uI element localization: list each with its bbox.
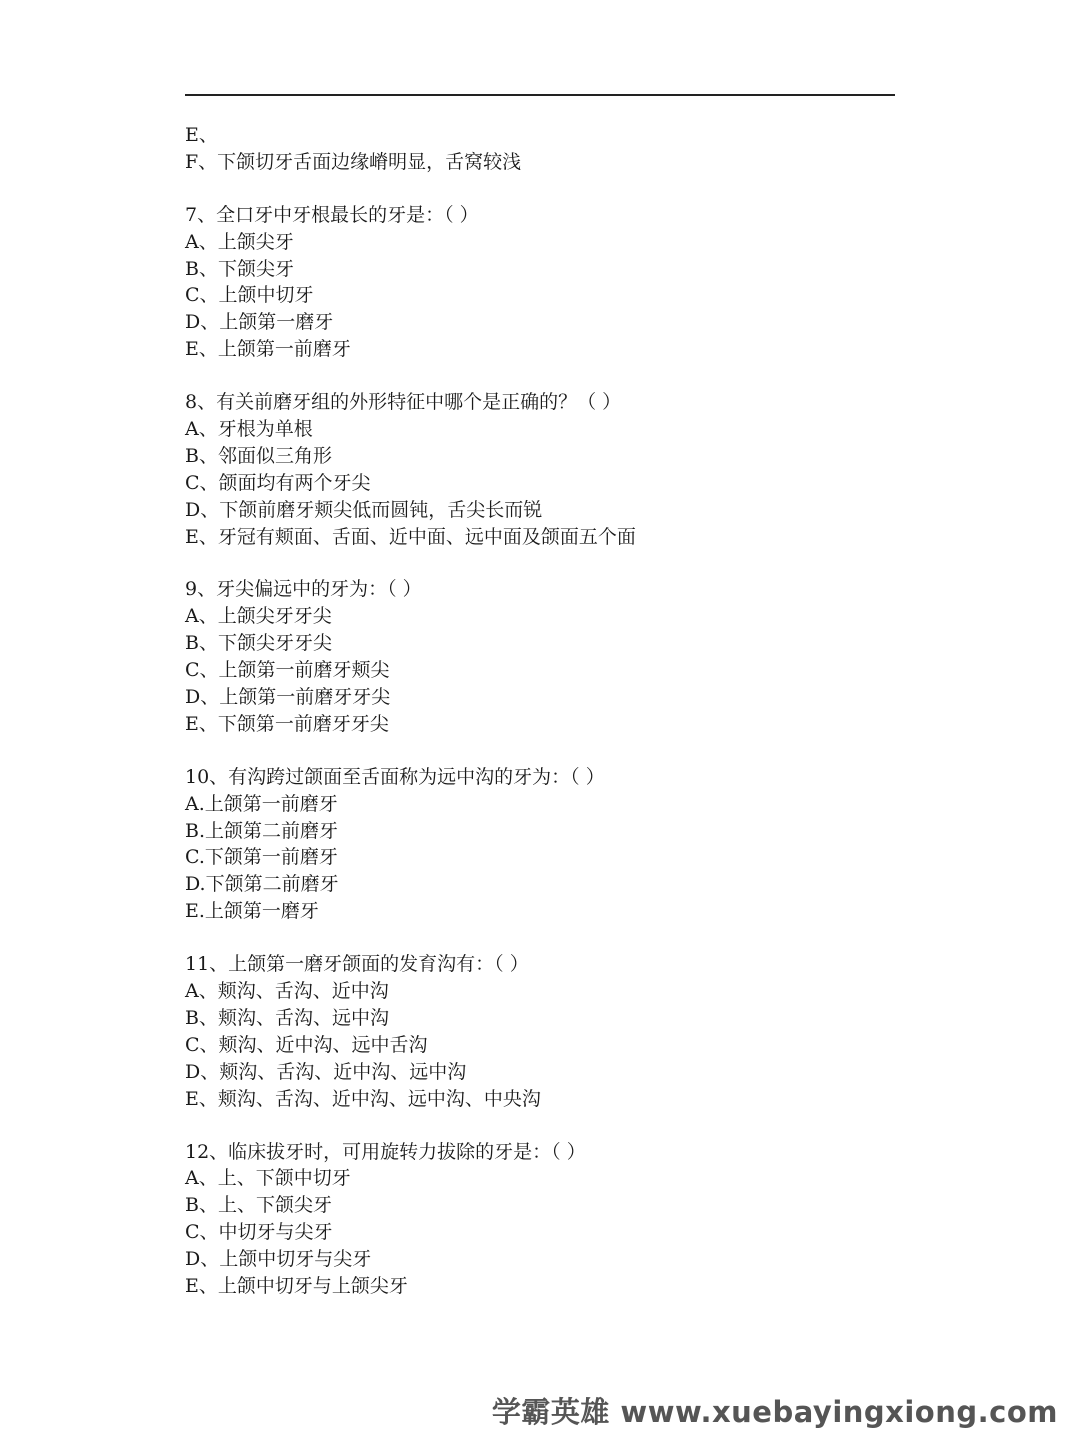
question-stem: 12、临床拔牙时，可用旋转力拔除的牙是：（ ） xyxy=(185,1140,586,1163)
option-d: D.下颌第二前磨牙 xyxy=(185,873,339,896)
question-12 xyxy=(185,1139,905,1300)
option-e: E.上颌第一磨牙 xyxy=(185,900,319,923)
question-8 xyxy=(185,389,905,550)
footer-watermark: 学霸英雄 www.xuebayingxiong.com xyxy=(491,1395,1058,1429)
question-6-tail xyxy=(185,122,905,176)
option-a: A.上颌第一前磨牙 xyxy=(185,792,338,815)
header-rule xyxy=(185,94,895,96)
question-stem: 7、全口牙中牙根最长的牙是：（ ） xyxy=(185,203,479,226)
option-b: B、邻面似三角形 xyxy=(185,444,332,467)
option-d: D、颊沟、舌沟、近中沟、远中沟 xyxy=(185,1060,467,1083)
option-c: C、中切牙与尖牙 xyxy=(185,1221,333,1244)
option-d: D、下颌前磨牙颊尖低而圆钝，舌尖长而锐 xyxy=(185,498,543,521)
question-10 xyxy=(185,764,905,925)
question-stem: 10、有沟跨过颌面至舌面称为远中沟的牙为：（ ） xyxy=(185,765,605,788)
question-11 xyxy=(185,951,905,1112)
option-b: B、下颌尖牙牙尖 xyxy=(185,632,332,655)
option-e: E、上颌中切牙与上颌尖牙 xyxy=(185,1274,408,1297)
question-stem: 11、上颌第一磨牙颌面的发育沟有：（ ） xyxy=(185,953,529,976)
option-e: E、牙冠有颊面、舌面、近中面、远中面及颌面五个面 xyxy=(185,525,636,548)
option-e: E、颊沟、舌沟、近中沟、远中沟、中央沟 xyxy=(185,1087,541,1110)
option-d: D、上颌第一前磨牙牙尖 xyxy=(185,686,391,709)
option-c: C.下颌第一前磨牙 xyxy=(185,846,338,869)
option-a: A、上颌尖牙 xyxy=(185,230,294,253)
question-stem: 9、牙尖偏远中的牙为：（ ） xyxy=(185,578,422,601)
option-c: C、上颌中切牙 xyxy=(185,284,314,307)
option-e: E、 xyxy=(185,124,218,146)
option-d: D、上颌第一磨牙 xyxy=(185,311,334,334)
option-a: A、上、下颌中切牙 xyxy=(185,1167,351,1190)
option-a: A、牙根为单根 xyxy=(185,418,313,441)
option-c: C、颊沟、近中沟、远中舌沟 xyxy=(185,1033,428,1056)
option-e: E、下颌第一前磨牙牙尖 xyxy=(185,712,389,735)
question-9 xyxy=(185,576,905,737)
option-b: B、上、下颌尖牙 xyxy=(185,1194,332,1217)
option-a: A、上颌尖牙牙尖 xyxy=(185,605,332,628)
question-stem: 8、有关前磨牙组的外形特征中哪个是正确的？（ ） xyxy=(185,391,622,414)
option-f: F、下颌切牙舌面边缘嵴明显，舌窝较浅 xyxy=(185,150,522,173)
option-e: E、上颌第一前磨牙 xyxy=(185,338,351,361)
option-b: B、下颌尖牙 xyxy=(185,257,294,280)
option-c: C、上颌第一前磨牙颊尖 xyxy=(185,659,390,682)
option-c: C、颌面均有两个牙尖 xyxy=(185,471,371,494)
option-a: A、颊沟、舌沟、近中沟 xyxy=(185,980,389,1003)
question-list xyxy=(185,122,905,1300)
question-7 xyxy=(185,202,905,363)
option-d: D、上颌中切牙与尖牙 xyxy=(185,1248,372,1271)
option-b: B、颊沟、舌沟、远中沟 xyxy=(185,1006,389,1029)
option-b: B.上颌第二前磨牙 xyxy=(185,819,339,842)
